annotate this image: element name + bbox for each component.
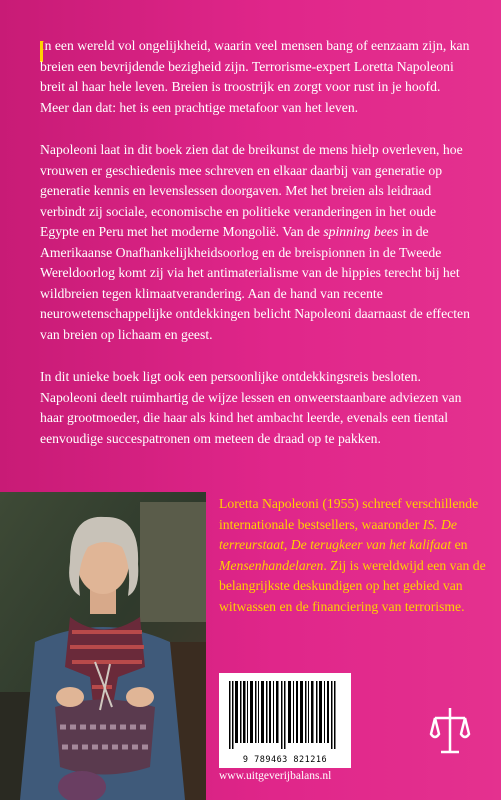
blurb-paragraph-2 (40, 140, 472, 345)
blurb-paragraph-2-italic: spinning bees (323, 224, 399, 239)
author-bio-title-1: IS. De terreurstaat, De terugkeer van het kalifaat (219, 516, 457, 552)
author-photo (0, 492, 206, 800)
author-photo-image (0, 492, 206, 800)
blurb-text (40, 36, 472, 471)
blurb-paragraph-2-text-b: in de Amerikaanse Onafhankelijkheidsoorlog en de breispionnen in de Tweede Wereldoorlog komt zij via het antimaterialisme van de hippies terecht bij het wildbreien tegen klimaatverandering. Aan de hand van recente neurowetenschappelijke ontdekkingen belicht Napoleoni daarnaast de effecten van breien op lichaam en geest. (40, 224, 470, 342)
publisher-logo-icon (429, 704, 471, 756)
author-bio-text-c: . Zij is wereldwijd een van de belangrijkste deskundigen op het gebied van witwassen en de financiering van terrorisme. (219, 557, 486, 614)
author-bio-title-2: Mensenhandelaren (219, 557, 324, 573)
author-bio (219, 494, 489, 617)
publisher-url: www.uitgeverijbalans.nl (219, 770, 332, 782)
barcode (219, 673, 351, 768)
drop-cap: I (40, 38, 45, 53)
barcode-bars (219, 673, 351, 753)
blurb-paragraph-1-text: n een wereld vol ongelijkheid, waarin veel mensen bang of eenzaam zijn, kan breien een bevrijdende bezigheid zijn. Terrorisme-expert Loretta Napoleoni breit al haar hele leven. Breien is troostrijk en zorgt voor rust in je hoofd. Meer dan dat: het is een prachtige metafoor van het leven. (40, 38, 470, 115)
blurb-paragraph-1 (40, 36, 472, 118)
blurb-paragraph-2-text-a: Napoleoni laat in dit boek zien dat de breikunst de mens hielp overleven, hoe vrouwen er geschiedenis mee schreven en elkaar daarbij van generatie op generatie kennis en levenslessen doorgaven. Met het breien als leidraad verbindt zij sociale, economische en politieke veranderingen in het oude Egypte en Peru met het moderne Mongolië. Van de (40, 142, 463, 239)
author-bio-text-a: Loretta Napoleoni (1955) schreef verschillende internationale bestsellers, waaronder (219, 496, 479, 532)
blurb-paragraph-3: In dit unieke boek ligt ook een persoonlijke ontdekkingsreis besloten. Napoleoni deelt ruimhartig de wijze lessen en onweerstaanbare adviezen van haar grootmoeder, die haar als kind het ambacht leerde, evenals een tiental eenvoudige succespatronen om meteen de draad op te pakken. (40, 369, 462, 446)
barcode-number: 9 789463 821216 (242, 755, 328, 765)
author-bio-text-b: en (451, 537, 468, 552)
